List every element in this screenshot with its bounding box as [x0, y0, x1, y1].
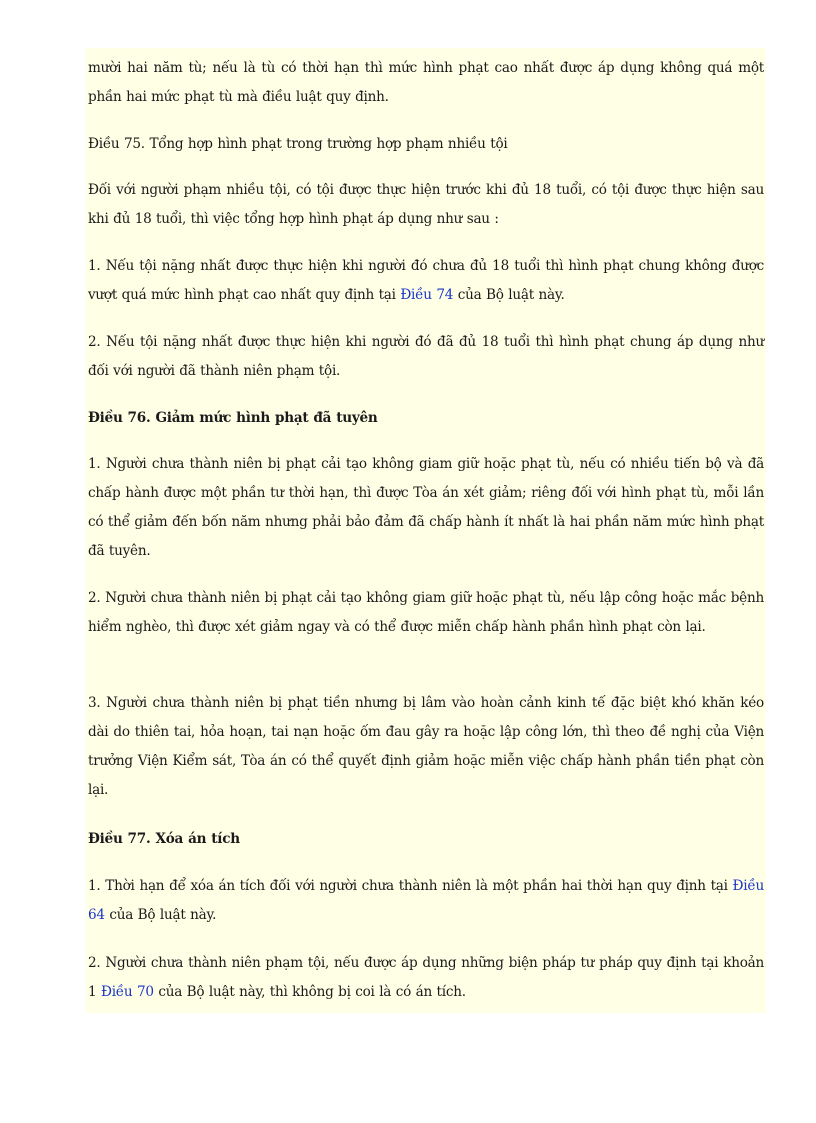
- clause-text: 1. Nếu tội nặng nhất được thực hiện khi người đó chưa đủ 18 tuổi thì hình phạt chung không được vượt quá mức hình phạt cao nhất quy định tại: [88, 258, 764, 303]
- article-77-clause-2: [88, 949, 764, 1007]
- clause-text-end: của Bộ luật này.: [104, 907, 217, 923]
- article-75-heading: Điều 75. Tổng hợp hình phạt trong trường hợp phạm nhiều tội: [88, 136, 508, 152]
- clause-text-end: của Bộ luật này.: [453, 287, 565, 303]
- article-75-clause-2: 2. Nếu tội nặng nhất được thực hiện khi người đó đã đủ 18 tuổi thì hình phạt chung áp dụng như đối với người đã thành niên phạm tội.: [88, 334, 764, 379]
- article-70-link[interactable]: Điều 70: [100, 984, 154, 1000]
- article-76-clause-3: 3. Người chưa thành niên bị phạt tiền nhưng bị lâm vào hoàn cảnh kinh tế đặc biệt khó khăn kéo dài do thiên tai, hỏa hoạn, tai nạn hoặc ốm đau gây ra hoặc lập công lớn, thì theo đề nghị của Viện trưởng Viện Kiểm sát, Tòa án có thể quyết định giảm hoặc miễn việc chấp hành phần tiền phạt còn lại.: [88, 695, 764, 798]
- document-body: [86, 48, 766, 1013]
- article-77-heading: Điều 77. Xóa án tích: [88, 831, 240, 847]
- article-76-heading: Điều 76. Giảm mức hình phạt đã tuyên: [88, 410, 378, 426]
- article-77-clause-1: [88, 872, 764, 930]
- clause-text: 1. Thời hạn để xóa án tích đối với người chưa thành niên là một phần hai thời hạn quy định tại: [88, 878, 733, 894]
- article-75-clause-1: [88, 252, 764, 310]
- article-76-clause-2: 2. Người chưa thành niên bị phạt cải tạo không giam giữ hoặc phạt tù, nếu lập công hoặc mắc bệnh hiểm nghèo, thì được xét giảm ngay và có thể được miễn chấp hành phần hình phạt còn lại.: [88, 590, 764, 635]
- article-75-intro: Đối với người phạm nhiều tội, có tội được thực hiện trước khi đủ 18 tuổi, có tội được thực hiện sau khi đủ 18 tuổi, thì việc tổng hợp hình phạt áp dụng như sau :: [88, 182, 764, 227]
- article-64-link[interactable]: Điều 64: [88, 878, 764, 923]
- paragraph-continuation: mười hai năm tù; nếu là tù có thời hạn thì mức hình phạt cao nhất được áp dụng không quá một phần hai mức phạt tù mà điều luật quy định.: [88, 60, 764, 105]
- article-76-clause-1: 1. Người chưa thành niên bị phạt cải tạo không giam giữ hoặc phạt tù, nếu có nhiều tiến bộ và đã chấp hành được một phần tư thời hạn, thì được Tòa án xét giảm; riêng đối với hình phạt tù, mỗi lần có thể giảm đến bốn năm nhưng phải bảo đảm đã chấp hành ít nhất là hai phần năm mức hình phạt đã tuyên.: [88, 456, 764, 559]
- clause-text-end: của Bộ luật này, thì không bị coi là có án tích.: [153, 984, 466, 1000]
- article-74-link[interactable]: Điều 74: [400, 287, 454, 303]
- clause-text: 2. Người chưa thành niên phạm tội, nếu được áp dụng những biện pháp tư pháp quy định tại khoản 1: [88, 955, 764, 1000]
